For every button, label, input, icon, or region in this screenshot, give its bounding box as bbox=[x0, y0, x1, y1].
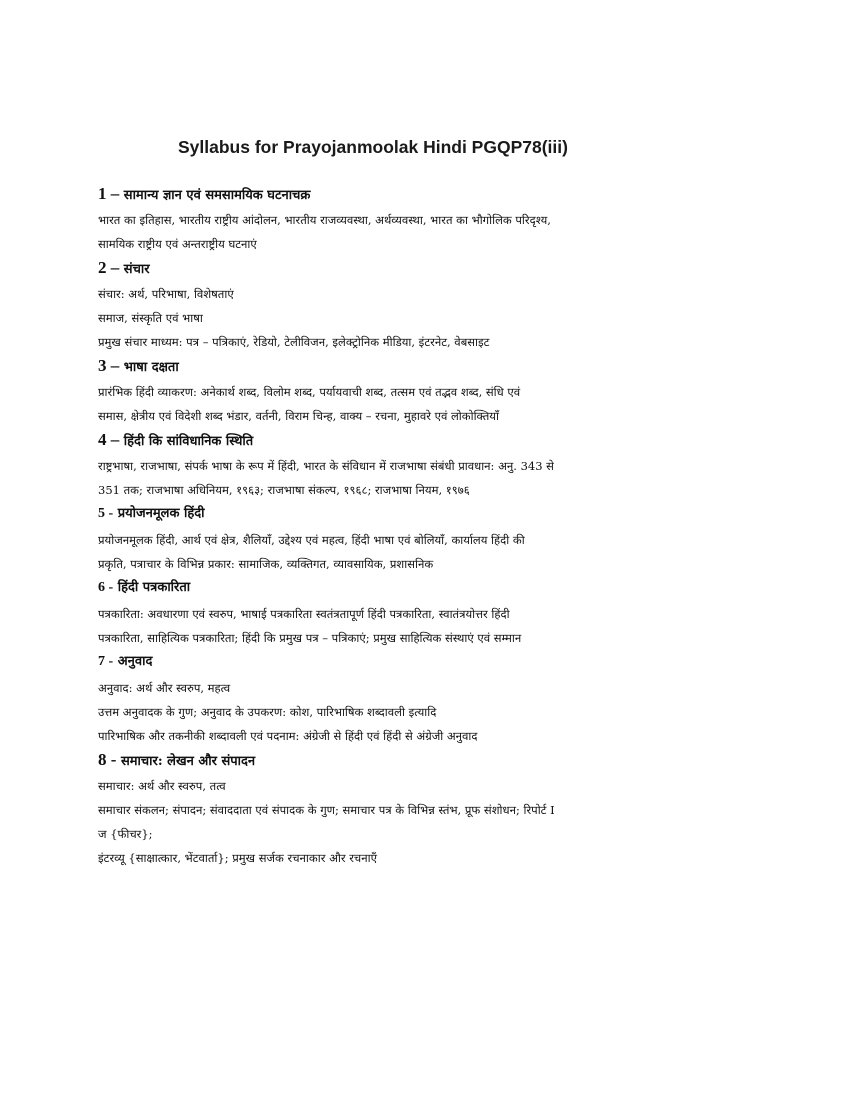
section-title: समाचार: लेखन और संपादन bbox=[120, 754, 256, 769]
section-line: भारत का इतिहास, भारतीय राष्ट्रीय आंदोलन, भारतीय राजव्यवस्था, अर्थव्यवस्था, भारत का भौगोलिक परिदृश्य, bbox=[98, 213, 551, 227]
section-line: राष्ट्रभाषा, राजभाषा, संपर्क भाषा के रूप में हिंदी, भारत के संविधान में राजभाषा संबंधी प्रावधान: अनु. 343 से bbox=[98, 459, 554, 473]
section-number: 5 - bbox=[98, 506, 114, 521]
section-line: समाज, संस्कृति एवं भाषा bbox=[98, 311, 203, 325]
section-line: प्रमुख संचार माध्यम: पत्र – पत्रिकाएं, रेडियो, टेलीविजन, इलेक्ट्रोनिक मीडिया, इंटरनेट, वेबसाइट bbox=[98, 335, 490, 349]
section-title: अनुवाद bbox=[117, 654, 153, 669]
section-heading bbox=[98, 748, 748, 772]
section-line: पारिभाषिक और तकनीकी शब्दावली एवं पदनाम: अंग्रेजी से हिंदी एवं हिंदी से अंग्रेजी अनुवाद bbox=[98, 729, 478, 743]
section-line: प्रयोजनमूलक हिंदी, आर्थ एवं क्षेत्र, शैलियाँ, उद्देश्य एवं महत्व, हिंदी भाषा एवं बोलियाँ, कार्यालय हिंदी की bbox=[98, 533, 525, 547]
section-heading bbox=[98, 182, 748, 206]
section-7 bbox=[98, 650, 748, 748]
section-5 bbox=[98, 502, 748, 576]
section-title: हिंदी पत्रकारिता bbox=[117, 580, 191, 595]
section-number: 2 – bbox=[98, 258, 120, 277]
section-number: 7 - bbox=[98, 654, 114, 669]
section-3 bbox=[98, 354, 748, 428]
section-8 bbox=[98, 748, 748, 870]
section-4 bbox=[98, 428, 748, 502]
section-line: प्रकृति, पत्राचार के विभिन्न प्रकार: सामाजिक, व्यक्तिगत, व्यावसायिक, प्रशासनिक bbox=[98, 557, 434, 571]
section-heading bbox=[98, 502, 748, 526]
section-6 bbox=[98, 576, 748, 650]
section-heading bbox=[98, 354, 748, 378]
section-line: समाचार: अर्थ और स्वरुप, तत्व bbox=[98, 779, 226, 793]
page-title: Syllabus for Prayojanmoolak Hindi PGQP78(iii) bbox=[178, 137, 568, 157]
section-number: 6 - bbox=[98, 580, 114, 595]
section-number: 8 - bbox=[98, 750, 117, 769]
section-1 bbox=[98, 182, 748, 256]
section-line: पत्रकारिता: अवधारणा एवं स्वरुप, भाषाई पत्रकारिता स्वतंत्रतापूर्ण हिंदी पत्रकारिता, स्वातंत्रयोत्तर हिंदी bbox=[98, 607, 510, 621]
section-title: प्रयोजनमूलक हिंदी bbox=[117, 506, 205, 521]
section-line: 351 तक; राजभाषा अधिनियम, १९६३; राजभाषा संकल्प, १९६८; राजभाषा नियम, १९७६ bbox=[98, 483, 470, 497]
section-heading bbox=[98, 256, 748, 280]
section-number: 1 – bbox=[98, 184, 120, 203]
section-line: समाचार संकलन; संपादन; संवाददाता एवं संपादक के गुण; समाचार पत्र के विभिन्न स्तंभ, प्रूफ संशोधन; रिपोर्ट I bbox=[98, 803, 555, 817]
section-heading bbox=[98, 650, 748, 674]
section-line: ज {फीचर}; bbox=[98, 827, 153, 841]
section-title: संचार bbox=[123, 262, 150, 277]
section-title: सामान्य ज्ञान एवं समसामयिक घटनाचक्र bbox=[123, 188, 311, 203]
section-title: हिंदी कि सांविधानिक स्थिति bbox=[123, 434, 254, 449]
section-line: इंटरव्यू {साक्षात्कार, भेंटवार्ता}; प्रमुख सर्जक रचनाकार और रचनाएँ bbox=[98, 851, 377, 865]
section-2 bbox=[98, 256, 748, 354]
section-line: समास, क्षेत्रीय एवं विदेशी शब्द भंडार, वर्तनी, विराम चिन्ह, वाक्य – रचना, मुहावरे एवं लोकोक्तियाँ bbox=[98, 409, 499, 423]
syllabus-content bbox=[98, 182, 748, 870]
section-line: उत्तम अनुवादक के गुण; अनुवाद के उपकरण: कोश, पारिभाषिक शब्दावली इत्यादि bbox=[98, 705, 437, 719]
section-line: संचार: अर्थ, परिभाषा, विशेषताएं bbox=[98, 287, 234, 301]
section-title: भाषा दक्षता bbox=[123, 360, 179, 375]
section-heading bbox=[98, 428, 748, 452]
section-line: पत्रकारिता, साहित्यिक पत्रकारिता; हिंदी कि प्रमुख पत्र – पत्रिकाएं; प्रमुख साहित्यिक संस्थाएं एवं सम्मान bbox=[98, 631, 522, 645]
section-number: 3 – bbox=[98, 356, 120, 375]
section-line: सामयिक राष्ट्रीय एवं अन्तराष्ट्रीय घटनाएं bbox=[98, 237, 257, 251]
section-line: अनुवाद: अर्थ और स्वरुप, महत्व bbox=[98, 681, 231, 695]
section-heading bbox=[98, 576, 748, 600]
section-line: प्रारंभिक हिंदी व्याकरण: अनेकार्थ शब्द, विलोम शब्द, पर्यायवाची शब्द, तत्सम एवं तद्भव शब्द, संधि एवं bbox=[98, 385, 521, 399]
section-number: 4 – bbox=[98, 430, 120, 449]
